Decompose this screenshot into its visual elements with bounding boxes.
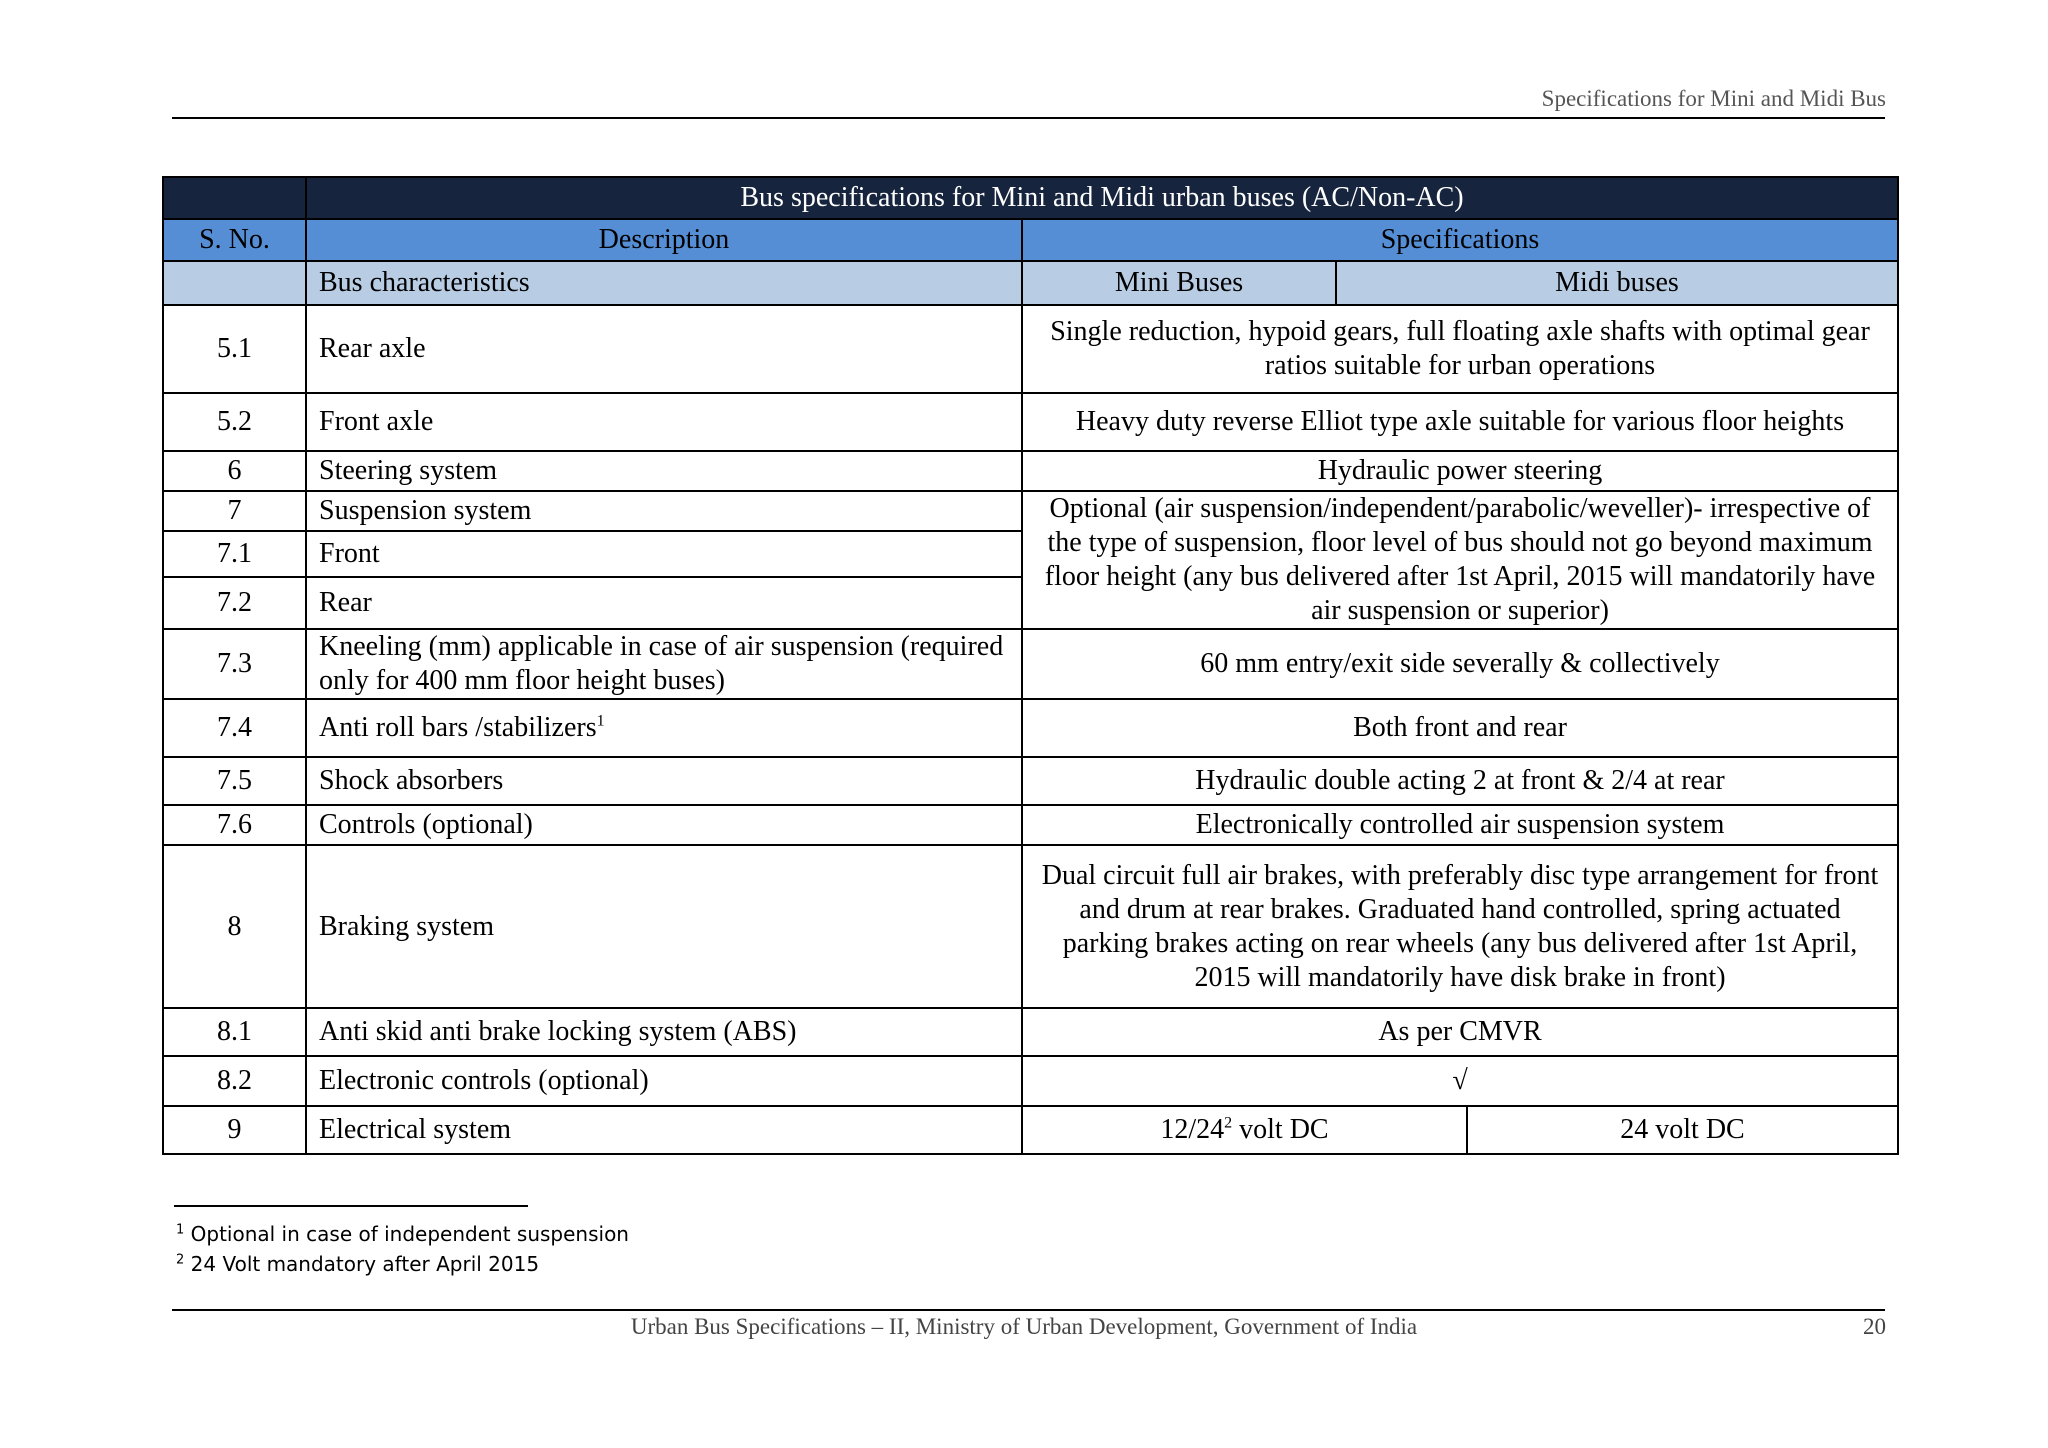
table-title: Bus specifications for Mini and Midi urban buses (AC/Non-AC) [306, 177, 1898, 219]
subheader-bus-characteristics: Bus characteristics [306, 261, 1022, 305]
table-row [163, 757, 1898, 805]
spec-mini-unit: volt DC [1232, 1114, 1329, 1145]
row-description: Suspension system [306, 491, 1022, 531]
table-header-row [163, 219, 1898, 261]
row-description: Kneeling (mm) applicable in case of air suspension (required only for 400 mm floor height buses) [306, 629, 1022, 699]
row-description: Steering system [306, 451, 1022, 491]
row-sno: 7 [163, 491, 306, 531]
row-description: Rear [306, 577, 1022, 629]
row-specification: Hydraulic double acting 2 at front & 2/4 at rear [1022, 757, 1898, 805]
col-header-description: Description [306, 219, 1022, 261]
row-specification: Dual circuit full air brakes, with preferably disc type arrangement for front and drum at rear brakes. Graduated hand controlled, spring actuated parking brakes acting on rear wheels (any bus delivered after 1st April, 2015 will mandatorily have disk brake in front) [1022, 845, 1898, 1008]
row-description [306, 699, 1022, 757]
table-row [163, 1056, 1898, 1106]
spec-mini-value: 12/24 [1160, 1114, 1225, 1145]
row-description: Shock absorbers [306, 757, 1022, 805]
footnote-rule [174, 1205, 528, 1207]
row-description: Controls (optional) [306, 805, 1022, 845]
row-sno: 6 [163, 451, 306, 491]
running-header: Specifications for Mini and Midi Bus [1541, 86, 1886, 111]
running-footer: Urban Bus Specifications – II, Ministry of Urban Development, Government of India [630, 1314, 1418, 1339]
row-sno: 7.2 [163, 577, 306, 629]
page-number: 20 [1863, 1314, 1886, 1339]
footnote-text: 24 Volt mandatory after April 2015 [190, 1252, 540, 1276]
table-row [163, 1106, 1898, 1154]
row-specification: Single reduction, hypoid gears, full floating axle shafts with optimal gear ratios suitable for urban operations [1022, 305, 1898, 393]
subheader-midi-buses: Midi buses [1336, 261, 1898, 305]
row-specification: Electronically controlled air suspension system [1022, 805, 1898, 845]
row-description: Rear axle [306, 305, 1022, 393]
row-description: Electronic controls (optional) [306, 1056, 1022, 1106]
row-sno: 8 [163, 845, 306, 1008]
table-row [163, 491, 1898, 531]
footnote-text: Optional in case of independent suspension [190, 1222, 629, 1246]
row-sno: 8.2 [163, 1056, 306, 1106]
footnote-mark: 2 [176, 1252, 185, 1268]
table-row [163, 451, 1898, 491]
row-specification: Optional (air suspension/independent/parabolic/weveller)- irrespective of the type of suspension, floor level of bus should not go beyond maximum floor height (any bus delivered after 1st April, 2015 will mandatorily have air suspension or superior) [1022, 491, 1898, 629]
row-sno: 7.5 [163, 757, 306, 805]
footnote-1 [176, 1222, 629, 1246]
row-sno: 9 [163, 1106, 306, 1154]
table-title-row [163, 177, 1898, 219]
col-header-sno: S. No. [163, 219, 306, 261]
row-specification: Hydraulic power steering [1022, 451, 1898, 491]
table-row [163, 699, 1898, 757]
subheader-mini-buses: Mini Buses [1022, 261, 1336, 305]
row-description: Anti skid anti brake locking system (ABS) [306, 1008, 1022, 1056]
bus-spec-table [162, 176, 1899, 1155]
subheader-blank-cell [163, 261, 306, 305]
footnote-mark: 1 [176, 1222, 185, 1238]
row-specification: Both front and rear [1022, 699, 1898, 757]
table-row [163, 805, 1898, 845]
row-sno: 5.1 [163, 305, 306, 393]
row-sno: 7.3 [163, 629, 306, 699]
row-sno: 7.4 [163, 699, 306, 757]
table-row [163, 305, 1898, 393]
table-row [163, 629, 1898, 699]
row-specification: Heavy duty reverse Elliot type axle suitable for various floor heights [1022, 393, 1898, 451]
footnote-ref-1: 1 [596, 712, 605, 730]
row-sno: 8.1 [163, 1008, 306, 1056]
footnote-2 [176, 1252, 539, 1276]
table-row [163, 393, 1898, 451]
row-spec-midi: 24 volt DC [1467, 1106, 1898, 1154]
header-rule [172, 117, 1885, 119]
row-description: Front axle [306, 393, 1022, 451]
row-description: Braking system [306, 845, 1022, 1008]
footnote-ref-2: 2 [1224, 1114, 1233, 1132]
row-sno: 7.1 [163, 531, 306, 576]
row-description: Electrical system [306, 1106, 1022, 1154]
row-sno: 7.6 [163, 805, 306, 845]
row-specification: 60 mm entry/exit side severally & collectively [1022, 629, 1898, 699]
row-sno: 5.2 [163, 393, 306, 451]
row-description: Front [306, 531, 1022, 576]
table-row [163, 1008, 1898, 1056]
table-row [163, 845, 1898, 1008]
title-blank-cell [163, 177, 306, 219]
col-header-specifications: Specifications [1022, 219, 1898, 261]
check-mark-cell: √ [1022, 1056, 1898, 1106]
row-spec-mini [1022, 1106, 1467, 1154]
row-specification: As per CMVR [1022, 1008, 1898, 1056]
footer-rule [172, 1309, 1885, 1311]
row-description-text: Anti roll bars /stabilizers [319, 712, 597, 743]
table-subheader-row [163, 261, 1898, 305]
